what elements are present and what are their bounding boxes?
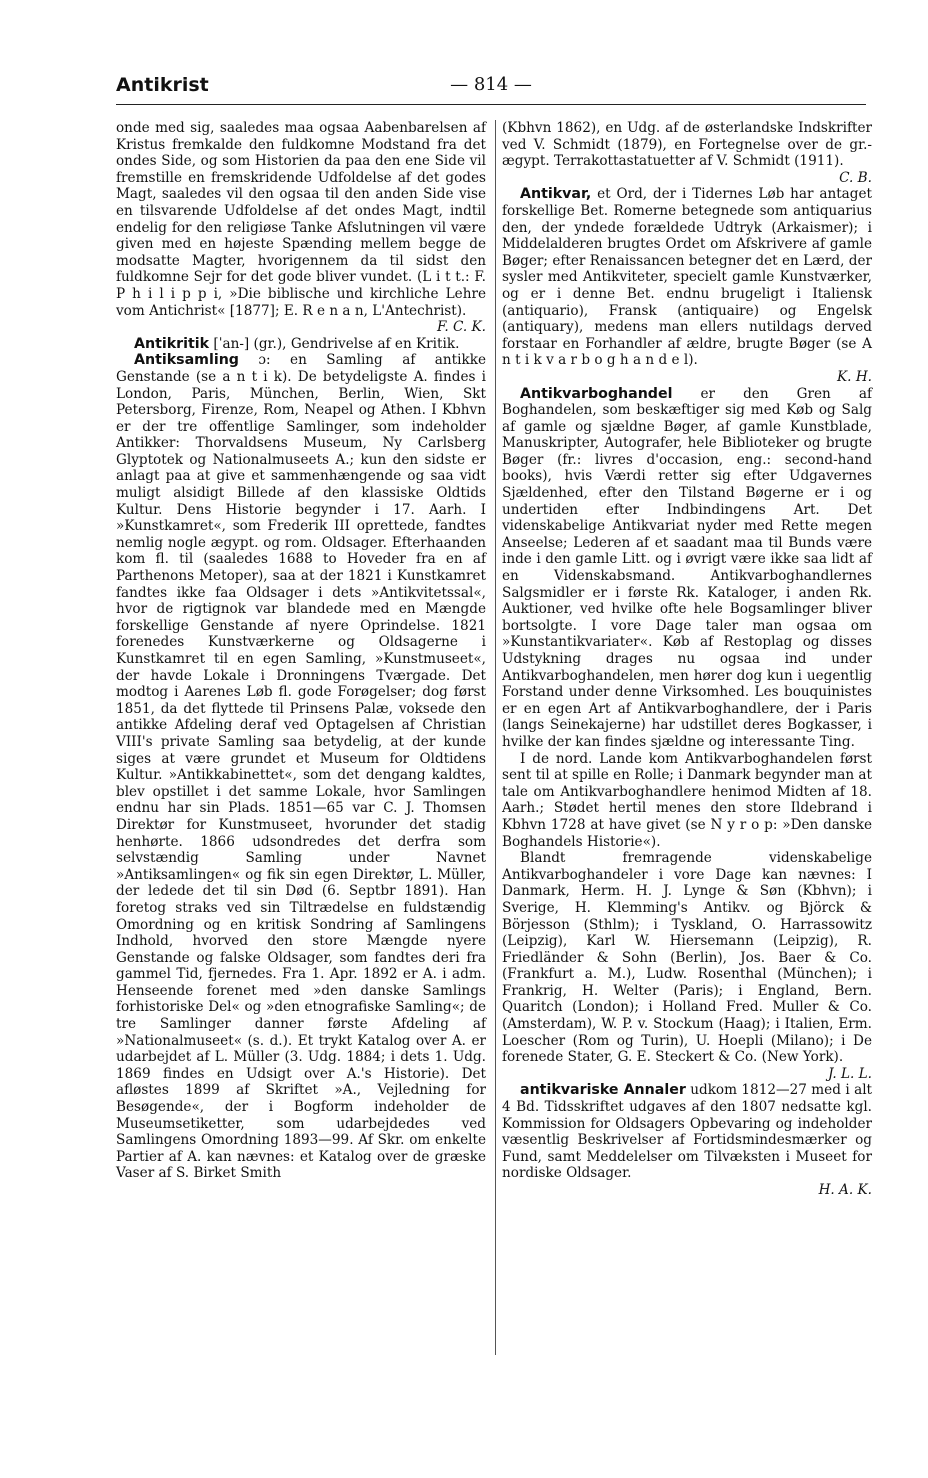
entry-text: ɔ: en Samling af antikke Genstande (se a n t i k). De betydeligste A. findes i London, Paris, München, Berlin, Wien, Skt Petersborg, Firenze, Rom, Neapel og Athen. I Kbhvn er der tre offentlige Samlinger, som indeholder Antikker: Thorvaldsens Museum, Ny Carlsberg Glyptotek og Nationalmuseets A.; kun den sidste er anlagt paa at give et sammenhængende og saa vidt muligt alsidigt Billede af den klassiske Oldtids Kultur. Dens Historie begynder i 17. Aarh. I »Kunstkamret«, som Frederik III oprettede, fandtes nemlig nogle ægypt. og rom. Oldsager. Efterhaanden kom fl. til (saaledes 1688 to Hoveder fra en af Parthenons Metoper), saa at der 1821 i Kunstkamret fandtes ikke faa Oldsager i dets »Antikvitetssal«, hvor de rigtignok var blandede med en Mængde forskellige Genstande af nyere Oprindelse. 1821 forenedes Kunstværkerne og Oldsagerne i Kunstkamret til en egen Samling, »Kunstmuseet«, der havde Lokale i Dronningens Tværgade. Det modtog i Aarenes Løb fl. gode Forøgelser; dog først 1851, da det flyttede til Prinsens Palæ, voksede den antikke Afdeling deraf ved Optagelsen af Christian VIII's private Samling saa betydelig, at der kunde siges at være grundet et Museum for Oldtidens Kultur. »Antikkabinettet«, som det dengang kaldtes, blev opstillet i det samme Lokale, hvor Samlingen endnu har sin Plads. 1851—65 var C. J. Thomsen Direktør for Kunstmuseet, hvorunder det stadig henhørte. 1866 udsondredes det derfra som selvstændig Samling under Navnet »Antiksamlingen« og fik sin egen Direktør, L. Müller, der ledede det til sin Død (6. Septbr 1891). Han foretog straks ved sin Tiltrædelse en fuldstændig Omordning og en kritisk Sondring af Samlingens Indhold, hvorved den store Mængde nyere Genstande og falske Oldsager, som fandtes deri fra gammel Tid, fjernedes. Fra 1. Apr. 1892 er A. i adm. Henseende forenet med »den danske Samlings forhistoriske Del« og »den etnografiske Samling«; de tre Samlinger danner første Afdeling af »Nationalmuseet« (s. d.). Et trykt Katalog over A. er udarbejdet af L. Müller (3. Udg. 1884; i dets 1. Udg. 1869 findes en Udsigt over A.'s Historie). Det afløstes 1899 af Skriftet »A., Vejledning for Besøgende«, der i Bogform indeholder de Museumsetiketter, som udarbejdedes ved Samlingens Omordning 1893—99. Af Skr. om enkelte Partier af A. kan nævnes: et Katalog over de græske Vaser af S. Birket Smith xyxy=(116,352,486,1182)
entry-antikvar xyxy=(502,186,872,385)
entry-text: onde med sig, saaledes maa ogsaa Aabenbarelsen af Kristus fremkalde den fuldkomne Modstand fra det ondes Side, og som Historien da paa den ene Side vil fremstille en fremskridende Udfoldelse af det godes Magt, saaledes vil den ogsaa til den anden Side vise en tilsvarende Udfoldelse af det ondes Magt, indtil endelig for den religiøse Tanke Afslutningen vil være given med en højeste Spænding mellem begge de modsatte Magter, hvorigennem da til sidst den fuldkomne Sejr for det gode bliver vundet. (L i t t.: F. P h i l i p p i, »Die biblische und kirchliche Lehre vom Antichrist« [1877]; E. R e n a n, L'Antechrist). xyxy=(116,120,486,319)
page-number: — 814 — xyxy=(450,74,532,95)
entry-paragraph: I de nord. Lande kom Antikvarboghandelen først sent til at spille en Rolle; i Danmark begynder man at tale om Antikvarboghandlere henimod Midten af 18. Aarh.; Stødet hertil menes den store Ildebrand i Kbhvn 1728 at have givet (se N y r o p: »Den danske Boghandels Historie«). xyxy=(502,750,872,850)
entry-antikvarboghandel xyxy=(502,386,872,751)
entry-headword: Antiksamling xyxy=(134,352,239,369)
entry-signature: J. L. L. xyxy=(827,1065,872,1082)
entry-antikvariske-annaler xyxy=(502,1082,872,1198)
entry-antiksamling-continued xyxy=(502,120,872,186)
entry-headword: Antikvarboghandel xyxy=(520,385,673,402)
entry-text: Blandt fremragende videnskabelige Antikvarboghandeler i vore Dage kan nævnes: I Danmark, Herm. H. J. Lynge & Søn (Kbhvn); i Sverige, H. Klemming's Antikv. og Björck & Börjesson (Sthlm); i Tyskland, O. Harrassowitz (Leipzig), Karl W. Hiersemann (Leipzig), R. Friedländer & Sohn (Berlin), Jos. Baer & Co. (Frankfurt a. M.), Ludw. Rosenthal (München); i Frankrig, H. Welter (Paris); i England, Bern. Quaritch (London); i Holland Fred. Muller & Co. (Amsterdam), W. P. v. Stockum (Haag); i Italien, Erm. Loescher (Rom og Turin), U. Hoepli (Milano); i De forenede Stater, G. E. Steckert & Co. (New York). xyxy=(502,850,872,1066)
entry-text: er den Gren af Boghandelen, som beskæftiger sig med Køb og Salg af gamle og sjældne Bøger, af gamle Kunstblade, Manuskripter, Autografer, hele Biblioteker og brugte Bøger (fr.: livres d'occasion, eng.: second-hand books), hvis Værdi retter sig efter Udgavernes Sjældenhed, efter den Tilstand Bøgerne er i og undertiden efter Indbindingens Art. Det videnskabelige Antikvariat nyder med Rette megen Anseelse; Lederen af et saadant maa til Bunds være inde i den gamle Litt. og i øvrigt være ikke saa lidt af en Videnskabsmand. Antikvarboghandlernes Salgsmidler er i første Rk. Kataloger, i anden Rk. Auktioner, ved hvilke ofte hele Bogsamlinger bliver bortsolgte. I vore Dage taler man ogsaa om »Kunstantikvariater«. Køb af Restoplag og disses Udstykning drages nu ogsaa ind under Antikvarboghandelen, men hører dog kun i uegentlig Forstand under denne Virksomhed. Les bouquinistes er en egen Art af Antikvarboghandlere, der i Paris (langs Seinekajerne) har udstillet deres Bogkasser, i hvilke der kan findes sjældne og interessante Ting. xyxy=(502,385,872,750)
entry-headword: Antikvar, xyxy=(520,186,592,203)
column-divider xyxy=(495,120,496,1355)
entry-text: (Kbhvn 1862), en Udg. af de østerlandske Indskrifter ved V. Schmidt (1879), en Fortegnelse over de gr.-ægypt. Terrakottastatuetter af V. Schmidt (1911). xyxy=(502,120,872,170)
entry-antikritik xyxy=(116,336,486,353)
entry-text: udkom 1812—27 med i alt 4 Bd. Tidsskriftet udgaves af den 1807 nedsatte kgl. Kommission for Oldsagers Opbevaring og indeholder væsentlig Beskrivelser af Fortidsmindesmærker og Fund, samt Meddelelser om Tilvæksten i Museet for nordiske Oldsager. xyxy=(502,1082,873,1182)
entry-paragraph xyxy=(502,850,872,1082)
entry-text: et Ord, der i Tidernes Løb har antaget forskellige Bet. Romerne betegnede som antiquarius den, der yndede forældede Udtryk (Arkaismer); i Middelalderen brugtes Ordet om Afskrivere af gamle Bøger; efter Renaissancen betegner det en Lærd, der sysler med Antikviteter, specielt gamle Kunstværker, og er i denne Bet. endnu brugeligt i Italiensk (antiquario), Fransk (antiquaire) og Engelsk (antiquary), medens man ellers nutildags derved forstaar en Forhandler af ældre, brugte Bøger (se A n t i k v a r b o g h a n d e l). xyxy=(502,186,872,369)
running-header xyxy=(116,70,866,105)
entry-headword: antikvariske Annaler xyxy=(520,1082,686,1099)
entry-signature: H. A. K. xyxy=(818,1182,872,1198)
right-column xyxy=(502,120,872,1199)
entry-signature: K. H. xyxy=(837,368,872,385)
left-column xyxy=(116,120,486,1182)
running-title: Antikrist xyxy=(116,74,209,96)
entry-headword: Antikritik xyxy=(134,335,210,352)
entry-antikrist-continued xyxy=(116,120,486,336)
entry-text: [ˈan-] (gr.), Gendrivelse af en Kritik. xyxy=(209,335,460,352)
entry-antiksamling xyxy=(116,352,486,1182)
entry-signature: F. C. K. xyxy=(437,319,486,336)
entry-signature: C. B. xyxy=(839,169,872,186)
